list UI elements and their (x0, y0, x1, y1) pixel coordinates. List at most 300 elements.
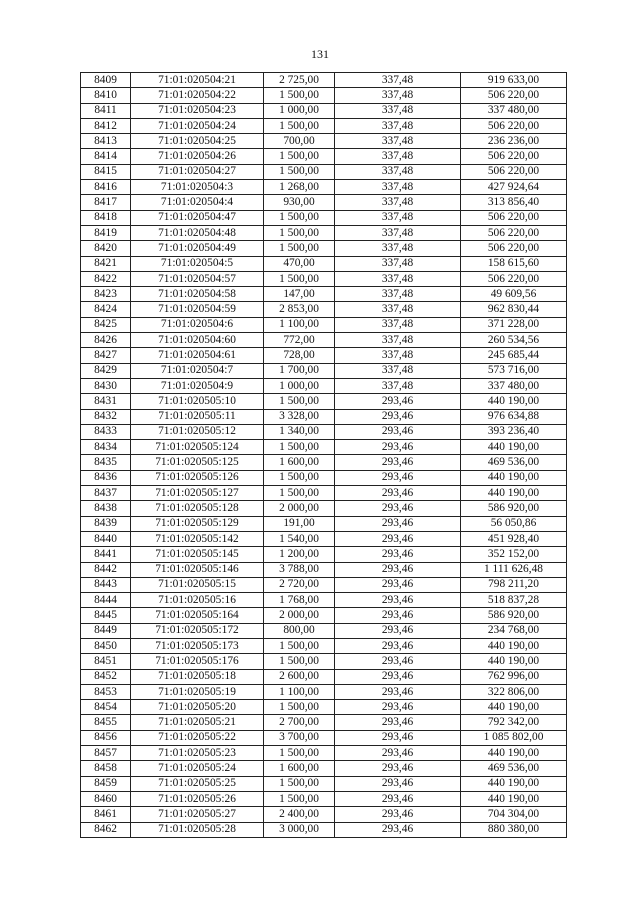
table-cell-cadastral-number: 71:01:020504:48 (131, 225, 264, 240)
table-cell-rate: 293,46 (335, 547, 461, 562)
table-row (81, 409, 567, 424)
table-cell-value: 56 050,86 (461, 516, 567, 531)
table-cell-id: 8426 (81, 333, 131, 348)
table-cell-rate: 293,46 (335, 684, 461, 699)
table-cell-value: 469 536,00 (461, 455, 567, 470)
table-row (81, 486, 567, 501)
table-cell-id: 8440 (81, 531, 131, 546)
table-cell-id: 8437 (81, 486, 131, 501)
table-row (81, 470, 567, 485)
table-cell-rate: 293,46 (335, 424, 461, 439)
table-row (81, 669, 567, 684)
table-row (81, 164, 567, 179)
table-cell-value: 440 190,00 (461, 638, 567, 653)
table-cell-id: 8417 (81, 195, 131, 210)
table-cell-value: 506 220,00 (461, 225, 567, 240)
table-cell-cadastral-number: 71:01:020505:142 (131, 531, 264, 546)
table-cell-id: 8444 (81, 593, 131, 608)
table-cell-area: 2 000,00 (264, 608, 335, 623)
table-cell-value: 440 190,00 (461, 791, 567, 806)
table-cell-area: 1 000,00 (264, 378, 335, 393)
table-cell-id: 8416 (81, 180, 131, 195)
table-cell-rate: 293,46 (335, 394, 461, 409)
table-cell-area: 1 600,00 (264, 455, 335, 470)
table-row (81, 394, 567, 409)
table-cell-value: 371 228,00 (461, 317, 567, 332)
table-cell-area: 1 500,00 (264, 225, 335, 240)
table-cell-cadastral-number: 71:01:020504:26 (131, 149, 264, 164)
table-cell-id: 8425 (81, 317, 131, 332)
table-row (81, 134, 567, 149)
table-cell-cadastral-number: 71:01:020505:146 (131, 562, 264, 577)
table-cell-id: 8418 (81, 210, 131, 225)
table-cell-rate: 337,48 (335, 378, 461, 393)
table-cell-cadastral-number: 71:01:020505:27 (131, 807, 264, 822)
table-cell-id: 8462 (81, 822, 131, 837)
table-cell-id: 8451 (81, 654, 131, 669)
table-cell-area: 1 340,00 (264, 424, 335, 439)
table-cell-id: 8460 (81, 791, 131, 806)
table-row (81, 547, 567, 562)
table-row (81, 440, 567, 455)
table-row (81, 149, 567, 164)
table-cell-cadastral-number: 71:01:020504:4 (131, 195, 264, 210)
table-cell-rate: 337,48 (335, 241, 461, 256)
table-cell-cadastral-number: 71:01:020505:164 (131, 608, 264, 623)
table-cell-value: 506 220,00 (461, 118, 567, 133)
table-cell-value: 234 768,00 (461, 623, 567, 638)
table-row (81, 333, 567, 348)
table-cell-cadastral-number: 71:01:020505:28 (131, 822, 264, 837)
table-cell-area: 1 500,00 (264, 470, 335, 485)
table-cell-cadastral-number: 71:01:020505:125 (131, 455, 264, 470)
table-cell-cadastral-number: 71:01:020505:23 (131, 746, 264, 761)
data-table (80, 72, 567, 838)
table-row (81, 623, 567, 638)
table-cell-value: 792 342,00 (461, 715, 567, 730)
table-cell-id: 8420 (81, 241, 131, 256)
table-cell-cadastral-number: 71:01:020504:58 (131, 287, 264, 302)
table-cell-area: 1 500,00 (264, 88, 335, 103)
table-cell-cadastral-number: 71:01:020505:22 (131, 730, 264, 745)
table-cell-area: 930,00 (264, 195, 335, 210)
table-cell-rate: 293,46 (335, 715, 461, 730)
table-cell-cadastral-number: 71:01:020504:22 (131, 88, 264, 103)
table-cell-value: 1 111 626,48 (461, 562, 567, 577)
table-cell-cadastral-number: 71:01:020504:6 (131, 317, 264, 332)
table-cell-id: 8436 (81, 470, 131, 485)
table-cell-cadastral-number: 71:01:020505:124 (131, 440, 264, 455)
table-cell-rate: 293,46 (335, 791, 461, 806)
table-cell-id: 8431 (81, 394, 131, 409)
table-cell-value: 506 220,00 (461, 88, 567, 103)
table-cell-rate: 293,46 (335, 700, 461, 715)
table-cell-id: 8421 (81, 256, 131, 271)
table-cell-id: 8433 (81, 424, 131, 439)
table-cell-rate: 337,48 (335, 180, 461, 195)
table-cell-cadastral-number: 71:01:020505:15 (131, 577, 264, 592)
table-row (81, 730, 567, 745)
table-cell-value: 337 480,00 (461, 378, 567, 393)
table-cell-id: 8434 (81, 440, 131, 455)
table-cell-cadastral-number: 71:01:020504:24 (131, 118, 264, 133)
table-cell-area: 1 200,00 (264, 547, 335, 562)
table-cell-rate: 293,46 (335, 623, 461, 638)
table-cell-rate: 293,46 (335, 746, 461, 761)
table-cell-rate: 293,46 (335, 486, 461, 501)
table-cell-id: 8438 (81, 501, 131, 516)
table-cell-id: 8453 (81, 684, 131, 699)
table-cell-value: 962 830,44 (461, 302, 567, 317)
table-cell-value: 260 534,56 (461, 333, 567, 348)
table-cell-rate: 293,46 (335, 516, 461, 531)
table-cell-rate: 293,46 (335, 531, 461, 546)
table-cell-rate: 293,46 (335, 669, 461, 684)
table-cell-value: 440 190,00 (461, 486, 567, 501)
table-cell-cadastral-number: 71:01:020504:27 (131, 164, 264, 179)
table-row (81, 715, 567, 730)
table-cell-id: 8415 (81, 164, 131, 179)
table-cell-area: 1 500,00 (264, 638, 335, 653)
table-cell-cadastral-number: 71:01:020505:21 (131, 715, 264, 730)
table-cell-cadastral-number: 71:01:020505:129 (131, 516, 264, 531)
table-cell-area: 1 500,00 (264, 776, 335, 791)
table-cell-rate: 293,46 (335, 409, 461, 424)
table-cell-area: 1 000,00 (264, 103, 335, 118)
table-cell-value: 506 220,00 (461, 241, 567, 256)
table-row (81, 684, 567, 699)
table-cell-id: 8449 (81, 623, 131, 638)
table-cell-rate: 337,48 (335, 317, 461, 332)
table-cell-rate: 337,48 (335, 118, 461, 133)
table-row (81, 378, 567, 393)
table-cell-area: 1 500,00 (264, 654, 335, 669)
table-cell-area: 1 500,00 (264, 164, 335, 179)
table-cell-rate: 337,48 (335, 225, 461, 240)
table-cell-cadastral-number: 71:01:020505:12 (131, 424, 264, 439)
table-cell-cadastral-number: 71:01:020504:25 (131, 134, 264, 149)
table-cell-value: 440 190,00 (461, 700, 567, 715)
table-cell-id: 8454 (81, 700, 131, 715)
table-cell-area: 2 853,00 (264, 302, 335, 317)
table-cell-cadastral-number: 71:01:020505:126 (131, 470, 264, 485)
table-cell-value: 451 928,40 (461, 531, 567, 546)
table-cell-cadastral-number: 71:01:020505:25 (131, 776, 264, 791)
table-row (81, 363, 567, 378)
table-cell-area: 2 000,00 (264, 501, 335, 516)
table-cell-value: 506 220,00 (461, 271, 567, 286)
table-row (81, 424, 567, 439)
table-cell-area: 1 500,00 (264, 241, 335, 256)
table-cell-rate: 293,46 (335, 470, 461, 485)
table-cell-value: 440 190,00 (461, 470, 567, 485)
table-cell-cadastral-number: 71:01:020504:3 (131, 180, 264, 195)
table-row (81, 746, 567, 761)
table-row (81, 180, 567, 195)
table-row (81, 562, 567, 577)
table-cell-cadastral-number: 71:01:020504:49 (131, 241, 264, 256)
table-cell-area: 1 500,00 (264, 149, 335, 164)
table-cell-cadastral-number: 71:01:020504:7 (131, 363, 264, 378)
table-cell-value: 506 220,00 (461, 164, 567, 179)
table-cell-id: 8414 (81, 149, 131, 164)
table-cell-rate: 293,46 (335, 593, 461, 608)
table-cell-id: 8423 (81, 287, 131, 302)
table-cell-value: 586 920,00 (461, 501, 567, 516)
table-cell-id: 8424 (81, 302, 131, 317)
table-cell-area: 2 700,00 (264, 715, 335, 730)
table-cell-cadastral-number: 71:01:020504:9 (131, 378, 264, 393)
table-row (81, 593, 567, 608)
table-row (81, 608, 567, 623)
table-cell-cadastral-number: 71:01:020505:173 (131, 638, 264, 653)
table-cell-area: 3 000,00 (264, 822, 335, 837)
table-cell-value: 704 304,00 (461, 807, 567, 822)
table-cell-id: 8459 (81, 776, 131, 791)
table-cell-rate: 337,48 (335, 134, 461, 149)
table-cell-rate: 293,46 (335, 807, 461, 822)
table-cell-value: 573 716,00 (461, 363, 567, 378)
table-cell-id: 8419 (81, 225, 131, 240)
table-cell-rate: 293,46 (335, 440, 461, 455)
table-cell-rate: 337,48 (335, 88, 461, 103)
table-cell-area: 1 268,00 (264, 180, 335, 195)
table-cell-area: 3 328,00 (264, 409, 335, 424)
table-cell-rate: 293,46 (335, 776, 461, 791)
table-row (81, 455, 567, 470)
table-cell-value: 313 856,40 (461, 195, 567, 210)
table-cell-rate: 293,46 (335, 455, 461, 470)
table-row (81, 776, 567, 791)
table-row (81, 88, 567, 103)
table-cell-area: 700,00 (264, 134, 335, 149)
table-cell-rate: 337,48 (335, 302, 461, 317)
table-cell-cadastral-number: 71:01:020505:11 (131, 409, 264, 424)
table-cell-area: 1 500,00 (264, 700, 335, 715)
table-cell-cadastral-number: 71:01:020505:128 (131, 501, 264, 516)
table-cell-area: 2 720,00 (264, 577, 335, 592)
table-row (81, 195, 567, 210)
table-cell-value: 586 920,00 (461, 608, 567, 623)
table-cell-cadastral-number: 71:01:020505:24 (131, 761, 264, 776)
table-cell-id: 8435 (81, 455, 131, 470)
table-cell-value: 440 190,00 (461, 776, 567, 791)
table-cell-value: 880 380,00 (461, 822, 567, 837)
table-cell-area: 147,00 (264, 287, 335, 302)
table-cell-id: 8410 (81, 88, 131, 103)
table-cell-rate: 337,48 (335, 333, 461, 348)
table-cell-value: 337 480,00 (461, 103, 567, 118)
table-cell-id: 8427 (81, 348, 131, 363)
table-cell-area: 2 400,00 (264, 807, 335, 822)
table-cell-area: 1 500,00 (264, 791, 335, 806)
table-cell-area: 1 500,00 (264, 486, 335, 501)
table-cell-id: 8452 (81, 669, 131, 684)
table-cell-value: 49 609,56 (461, 287, 567, 302)
table-cell-id: 8429 (81, 363, 131, 378)
table-cell-rate: 337,48 (335, 103, 461, 118)
table-cell-value: 440 190,00 (461, 654, 567, 669)
table-row (81, 654, 567, 669)
table-cell-rate: 293,46 (335, 761, 461, 776)
table-row (81, 317, 567, 332)
table-cell-id: 8432 (81, 409, 131, 424)
table-cell-area: 1 540,00 (264, 531, 335, 546)
table-cell-area: 800,00 (264, 623, 335, 638)
table-cell-id: 8443 (81, 577, 131, 592)
table-cell-cadastral-number: 71:01:020505:10 (131, 394, 264, 409)
table-cell-rate: 337,48 (335, 271, 461, 286)
table-row (81, 225, 567, 240)
table-cell-area: 1 500,00 (264, 746, 335, 761)
table-cell-cadastral-number: 71:01:020504:59 (131, 302, 264, 317)
table-cell-rate: 337,48 (335, 164, 461, 179)
table-cell-area: 1 500,00 (264, 118, 335, 133)
table-cell-cadastral-number: 71:01:020505:18 (131, 669, 264, 684)
table-cell-cadastral-number: 71:01:020505:172 (131, 623, 264, 638)
table-cell-area: 1 500,00 (264, 440, 335, 455)
table-cell-value: 919 633,00 (461, 73, 567, 88)
table-cell-value: 322 806,00 (461, 684, 567, 699)
table-cell-value: 976 634,88 (461, 409, 567, 424)
table-cell-area: 1 100,00 (264, 317, 335, 332)
table-cell-value: 427 924,64 (461, 180, 567, 195)
table-cell-id: 8458 (81, 761, 131, 776)
table-row (81, 210, 567, 225)
table-cell-cadastral-number: 71:01:020504:61 (131, 348, 264, 363)
table-cell-area: 1 500,00 (264, 394, 335, 409)
table-cell-id: 8422 (81, 271, 131, 286)
table-cell-cadastral-number: 71:01:020504:21 (131, 73, 264, 88)
table-row (81, 791, 567, 806)
table-cell-cadastral-number: 71:01:020504:47 (131, 210, 264, 225)
table-cell-rate: 293,46 (335, 822, 461, 837)
table-cell-value: 798 211,20 (461, 577, 567, 592)
table-cell-rate: 337,48 (335, 256, 461, 271)
table-cell-id: 8409 (81, 73, 131, 88)
table-cell-cadastral-number: 71:01:020504:60 (131, 333, 264, 348)
table-cell-id: 8445 (81, 608, 131, 623)
page-number: 131 (311, 47, 329, 61)
table-cell-cadastral-number: 71:01:020504:5 (131, 256, 264, 271)
table-cell-rate: 337,48 (335, 73, 461, 88)
table-cell-value: 1 085 802,00 (461, 730, 567, 745)
table-row (81, 103, 567, 118)
table-cell-value: 440 190,00 (461, 440, 567, 455)
table-cell-rate: 337,48 (335, 149, 461, 164)
table-cell-id: 8413 (81, 134, 131, 149)
table-row (81, 241, 567, 256)
table-cell-rate: 293,46 (335, 638, 461, 653)
table-row (81, 577, 567, 592)
table-cell-value: 762 996,00 (461, 669, 567, 684)
table-cell-value: 506 220,00 (461, 210, 567, 225)
table-cell-area: 2 600,00 (264, 669, 335, 684)
table-cell-cadastral-number: 71:01:020505:26 (131, 791, 264, 806)
table-cell-id: 8412 (81, 118, 131, 133)
table-cell-rate: 293,46 (335, 577, 461, 592)
table-row (81, 700, 567, 715)
table-row (81, 501, 567, 516)
table-row (81, 516, 567, 531)
table-row (81, 807, 567, 822)
table-cell-id: 8455 (81, 715, 131, 730)
table-cell-cadastral-number: 71:01:020505:145 (131, 547, 264, 562)
table-cell-rate: 293,46 (335, 654, 461, 669)
table-cell-value: 245 685,44 (461, 348, 567, 363)
table-row (81, 761, 567, 776)
table-row (81, 822, 567, 837)
table-row (81, 256, 567, 271)
table-cell-rate: 293,46 (335, 501, 461, 516)
table-cell-cadastral-number: 71:01:020505:176 (131, 654, 264, 669)
table-cell-area: 1 700,00 (264, 363, 335, 378)
table-cell-area: 1 768,00 (264, 593, 335, 608)
table-cell-cadastral-number: 71:01:020505:20 (131, 700, 264, 715)
table-cell-id: 8456 (81, 730, 131, 745)
table-cell-area: 191,00 (264, 516, 335, 531)
table-cell-value: 518 837,28 (461, 593, 567, 608)
table-row (81, 271, 567, 286)
table-row (81, 302, 567, 317)
table-cell-id: 8442 (81, 562, 131, 577)
table-cell-value: 352 152,00 (461, 547, 567, 562)
table-cell-area: 3 788,00 (264, 562, 335, 577)
table-cell-area: 1 500,00 (264, 271, 335, 286)
table-cell-rate: 293,46 (335, 562, 461, 577)
table-cell-value: 393 236,40 (461, 424, 567, 439)
table-cell-value: 469 536,00 (461, 761, 567, 776)
table-cell-id: 8450 (81, 638, 131, 653)
table-cell-area: 728,00 (264, 348, 335, 363)
table-cell-area: 1 100,00 (264, 684, 335, 699)
table-cell-cadastral-number: 71:01:020505:19 (131, 684, 264, 699)
table-cell-area: 1 500,00 (264, 210, 335, 225)
table-row (81, 118, 567, 133)
table-row (81, 348, 567, 363)
table-cell-value: 506 220,00 (461, 149, 567, 164)
table-row (81, 531, 567, 546)
table-cell-rate: 337,48 (335, 210, 461, 225)
table-cell-cadastral-number: 71:01:020505:16 (131, 593, 264, 608)
table-cell-value: 236 236,00 (461, 134, 567, 149)
table-cell-id: 8411 (81, 103, 131, 118)
table-cell-rate: 293,46 (335, 608, 461, 623)
table-cell-value: 440 190,00 (461, 394, 567, 409)
table-cell-rate: 337,48 (335, 287, 461, 302)
table-cell-area: 470,00 (264, 256, 335, 271)
table-cell-value: 440 190,00 (461, 746, 567, 761)
table-row (81, 73, 567, 88)
table-cell-cadastral-number: 71:01:020504:23 (131, 103, 264, 118)
table-body (81, 73, 567, 838)
table-cell-area: 2 725,00 (264, 73, 335, 88)
table-cell-rate: 337,48 (335, 363, 461, 378)
table-cell-id: 8430 (81, 378, 131, 393)
table-cell-area: 3 700,00 (264, 730, 335, 745)
table-row (81, 638, 567, 653)
table-cell-rate: 337,48 (335, 348, 461, 363)
table-cell-rate: 293,46 (335, 730, 461, 745)
table-cell-id: 8439 (81, 516, 131, 531)
table-cell-id: 8441 (81, 547, 131, 562)
table-cell-rate: 337,48 (335, 195, 461, 210)
table-cell-id: 8461 (81, 807, 131, 822)
table-cell-cadastral-number: 71:01:020505:127 (131, 486, 264, 501)
table-cell-id: 8457 (81, 746, 131, 761)
table-row (81, 287, 567, 302)
table-cell-area: 772,00 (264, 333, 335, 348)
